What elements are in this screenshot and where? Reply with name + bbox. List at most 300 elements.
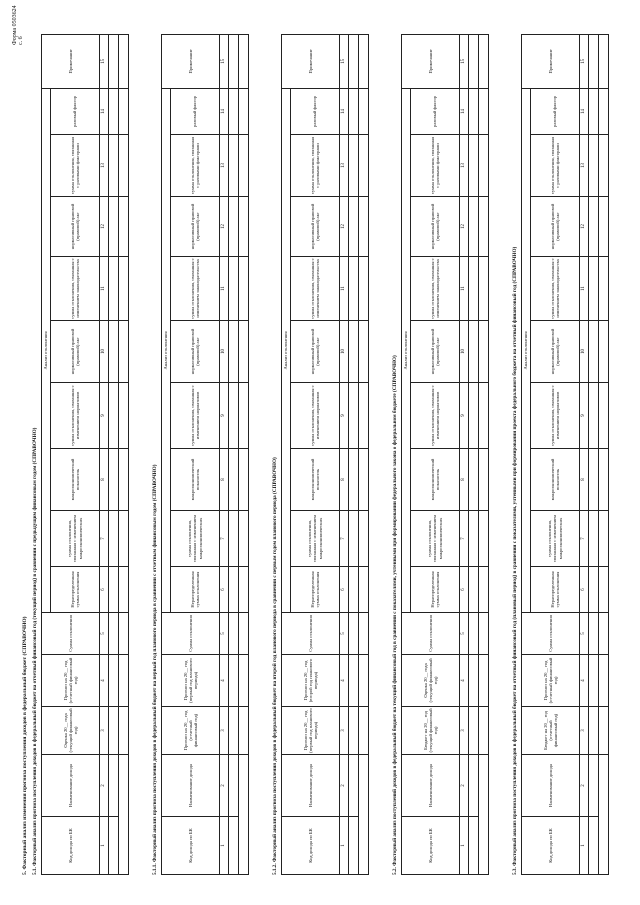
factor-analysis-table xyxy=(281,34,369,875)
table-cell xyxy=(229,755,239,817)
column-number: 9 xyxy=(340,383,349,449)
header-cell: Бюджет на 20__ год (отчетный финансовый год) xyxy=(522,707,580,755)
table-cell xyxy=(599,257,609,321)
header-cell: нормативный правовой (правовой) акт xyxy=(51,321,100,383)
table-row xyxy=(109,34,119,874)
table-cell xyxy=(359,655,369,707)
table-cell xyxy=(359,707,369,755)
table-cell xyxy=(119,449,129,511)
table-cell xyxy=(349,755,359,817)
table-cell xyxy=(349,567,359,613)
table-cell xyxy=(599,449,609,511)
header-cell: нормативный правовой (правовой) акт xyxy=(411,321,460,383)
table-cell xyxy=(589,383,599,449)
table-cell xyxy=(469,755,479,817)
column-number: 12 xyxy=(580,197,589,257)
group-header-row xyxy=(162,34,171,874)
table-cell xyxy=(109,567,119,613)
factor-analysis-block xyxy=(152,35,249,875)
table-cell xyxy=(359,34,369,88)
header-cell: сумма отклонения, связанная с изменением законодательства xyxy=(291,257,340,321)
table-cell xyxy=(239,88,249,134)
header-cell: сумма отклонения, связанная с изменением макроэкономических xyxy=(531,511,580,567)
header-cell: сумма отклонения, связанная с изменением нормативов xyxy=(51,383,100,449)
column-number: 4 xyxy=(340,655,349,707)
column-number: 5 xyxy=(580,613,589,655)
header-cell: сумма отклонения, связанная с разовыми факторами xyxy=(291,135,340,197)
table-cell xyxy=(109,321,119,383)
column-number: 8 xyxy=(460,449,469,511)
column-number: 15 xyxy=(100,34,109,88)
table-cell xyxy=(599,613,609,655)
table-cell xyxy=(479,34,489,88)
column-number: 4 xyxy=(460,655,469,707)
header-cell: разовый фактор xyxy=(51,88,100,134)
table-cell xyxy=(239,383,249,449)
table-cell xyxy=(599,383,609,449)
table-cell xyxy=(229,613,239,655)
column-number: 14 xyxy=(340,88,349,134)
column-number: 5 xyxy=(340,613,349,655)
header-cell: сумма отклонения, связанная с изменением законодательства xyxy=(531,257,580,321)
column-number-row xyxy=(460,34,469,874)
header-cell: Примечание xyxy=(402,34,460,88)
column-number: 7 xyxy=(460,511,469,567)
table-cell xyxy=(109,135,119,197)
table-cell xyxy=(109,755,119,817)
header-cell: Примечание xyxy=(522,34,580,88)
column-number: 6 xyxy=(220,567,229,613)
group-header-cell: Анализ отклонения xyxy=(162,88,171,612)
group-header-row xyxy=(522,34,531,874)
table-cell xyxy=(469,34,479,88)
table-cell xyxy=(109,449,119,511)
header-cell: сумма отклонения, связанная с изменением макроэкономических xyxy=(51,511,100,567)
column-number: 12 xyxy=(460,197,469,257)
column-number: 1 xyxy=(220,817,229,875)
table-cell xyxy=(229,321,239,383)
table-cell xyxy=(589,197,599,257)
table-cell xyxy=(479,567,489,613)
header-cell: Наименование дохода xyxy=(282,755,340,817)
table-cell xyxy=(359,321,369,383)
column-number: 14 xyxy=(220,88,229,134)
header-cell: нормативный правовой (правовой) акт xyxy=(291,321,340,383)
header-cell: сумма отклонения, связанная с изменением нормативов xyxy=(171,383,220,449)
header-cell: Прогноз на 20__ год (первый год планового периода) xyxy=(282,707,340,755)
table-cell xyxy=(349,321,359,383)
column-number: 15 xyxy=(220,34,229,88)
table-cell xyxy=(109,655,119,707)
table-cell xyxy=(469,257,479,321)
column-number: 13 xyxy=(340,135,349,197)
table-cell xyxy=(599,511,609,567)
column-number: 12 xyxy=(100,197,109,257)
column-number-row xyxy=(100,34,109,874)
group-header-cell: Анализ отклонения xyxy=(402,88,411,612)
table-cell xyxy=(119,257,129,321)
section-title: 5. Факторный анализ изменения прогноза поступления доходов в федеральный бюджет (СПРАВОЧНО) xyxy=(22,616,28,875)
table-caption: 5.1. Факторный анализ прогноза поступления доходов в федеральный бюджет на отчетный финансовый год (текущий период) в сравнении с предыдущим финансовым годом (СПРАВОЧНО) xyxy=(32,427,38,875)
column-number: 8 xyxy=(220,449,229,511)
table-cell xyxy=(469,655,479,707)
table-cell xyxy=(349,88,359,134)
form-code: Форма 0503624 с. 6 xyxy=(12,5,24,45)
table-cell xyxy=(239,197,249,257)
table-cell xyxy=(349,817,359,875)
table-cell xyxy=(239,655,249,707)
header-cell: Сумма отклонения xyxy=(282,613,340,655)
total-row xyxy=(239,34,249,874)
table-cell xyxy=(229,817,239,875)
header-cell: Нераспределенная сумма отклонения xyxy=(411,567,460,613)
column-number: 7 xyxy=(580,511,589,567)
column-number: 10 xyxy=(460,321,469,383)
header-cell: сумма отклонения, связанная с изменением законодательства xyxy=(171,257,220,321)
header-cell: Сумма отклонения xyxy=(402,613,460,655)
header-cell: нормативный правовой (правовой) акт xyxy=(531,197,580,257)
column-number: 13 xyxy=(460,135,469,197)
table-cell xyxy=(109,817,119,875)
table-cell xyxy=(119,613,129,655)
total-label-cell xyxy=(119,755,129,875)
table-row xyxy=(589,34,599,874)
table-cell xyxy=(239,34,249,88)
table-cell xyxy=(589,449,599,511)
table-cell xyxy=(119,135,129,197)
column-number: 11 xyxy=(460,257,469,321)
table-caption: 5.1.2. Факторный анализ прогноза поступления доходов в федеральный бюджет на второй год планового периода в сравнении с первым годом планового периода (СПРАВОЧНО) xyxy=(272,457,278,875)
column-number: 4 xyxy=(580,655,589,707)
factor-analysis-table xyxy=(161,34,249,875)
header-cell: разовый фактор xyxy=(531,88,580,134)
table-cell xyxy=(119,511,129,567)
column-number: 11 xyxy=(100,257,109,321)
table-cell xyxy=(109,511,119,567)
column-number: 8 xyxy=(100,449,109,511)
group-header-cell: Анализ отклонения xyxy=(522,88,531,612)
table-cell xyxy=(479,321,489,383)
table-cell xyxy=(359,197,369,257)
column-number: 3 xyxy=(580,707,589,755)
factor-analysis-block xyxy=(272,35,369,875)
table-cell xyxy=(119,197,129,257)
table-cell xyxy=(589,755,599,817)
column-number: 4 xyxy=(220,655,229,707)
table-cell xyxy=(229,567,239,613)
table-cell xyxy=(229,197,239,257)
total-label-cell xyxy=(479,755,489,875)
table-cell xyxy=(479,257,489,321)
table-cell xyxy=(349,383,359,449)
table-cell xyxy=(229,707,239,755)
header-cell: сумма отклонения, связанная с разовыми факторами xyxy=(51,135,100,197)
header-cell: Код дохода по БК xyxy=(42,817,100,875)
table-cell xyxy=(589,613,599,655)
column-number: 13 xyxy=(580,135,589,197)
header-cell: Сумма отклонения xyxy=(162,613,220,655)
column-number: 14 xyxy=(100,88,109,134)
table-cell xyxy=(349,613,359,655)
table-cell xyxy=(359,613,369,655)
column-number: 3 xyxy=(100,707,109,755)
table-cell xyxy=(479,449,489,511)
table-cell xyxy=(589,511,599,567)
table-cell xyxy=(109,34,119,88)
header-cell: макроэкономический показатель xyxy=(411,449,460,511)
column-number: 6 xyxy=(460,567,469,613)
table-cell xyxy=(479,511,489,567)
total-row xyxy=(119,34,129,874)
header-cell: Оценка 20__ года (текущий финансовый год) xyxy=(402,655,460,707)
total-row xyxy=(479,34,489,874)
header-cell: Код дохода по БК xyxy=(402,817,460,875)
table-cell xyxy=(469,707,479,755)
header-cell: нормативный правовой (правовой) акт xyxy=(171,321,220,383)
table-cell xyxy=(589,34,599,88)
total-label-cell xyxy=(239,755,249,875)
header-cell: Нераспределенная сумма отклонения xyxy=(51,567,100,613)
table-cell xyxy=(359,511,369,567)
table-cell xyxy=(599,655,609,707)
table-cell xyxy=(469,817,479,875)
column-number: 4 xyxy=(100,655,109,707)
column-number: 14 xyxy=(580,88,589,134)
group-header-row xyxy=(42,34,51,874)
table-cell xyxy=(359,135,369,197)
table-cell xyxy=(119,707,129,755)
header-cell: Прогноз на 20__ год (первый год планового периода) xyxy=(162,655,220,707)
header-cell: сумма отклонения, связанная с изменением законодательства xyxy=(51,257,100,321)
table-cell xyxy=(349,707,359,755)
table-cell xyxy=(359,383,369,449)
column-number: 5 xyxy=(100,613,109,655)
header-cell: Примечание xyxy=(282,34,340,88)
table-cell xyxy=(359,88,369,134)
table-cell xyxy=(349,511,359,567)
column-number: 14 xyxy=(460,88,469,134)
table-cell xyxy=(589,817,599,875)
column-number: 10 xyxy=(340,321,349,383)
total-row xyxy=(359,34,369,874)
header-cell: сумма отклонения, связанная с изменением нормативов xyxy=(411,383,460,449)
table-cell xyxy=(469,321,479,383)
table-cell xyxy=(589,257,599,321)
column-number: 13 xyxy=(100,135,109,197)
table-cell xyxy=(239,567,249,613)
column-number: 1 xyxy=(340,817,349,875)
header-cell: нормативный правовой (правовой) акт xyxy=(171,197,220,257)
column-number: 8 xyxy=(580,449,589,511)
factor-analysis-table xyxy=(41,34,129,875)
header-cell: Нераспределенная сумма отклонения xyxy=(171,567,220,613)
column-number-row xyxy=(220,34,229,874)
factor-analysis-table xyxy=(401,34,489,875)
table-cell xyxy=(589,567,599,613)
table-cell xyxy=(479,88,489,134)
header-cell: Нераспределенная сумма отклонения xyxy=(291,567,340,613)
table-cell xyxy=(119,383,129,449)
table-row xyxy=(349,34,359,874)
table-cell xyxy=(119,321,129,383)
header-cell: разовый фактор xyxy=(291,88,340,134)
table-cell xyxy=(599,88,609,134)
table-cell xyxy=(469,511,479,567)
column-number: 15 xyxy=(580,34,589,88)
factor-analysis-block xyxy=(392,35,489,875)
table-cell xyxy=(479,197,489,257)
column-number: 2 xyxy=(580,755,589,817)
header-cell: макроэкономический показатель xyxy=(171,449,220,511)
table-cell xyxy=(589,321,599,383)
header-cell: сумма отклонения, связанная с изменением макроэкономических xyxy=(411,511,460,567)
table-cell xyxy=(349,197,359,257)
header-cell: нормативный правовой (правовой) акт xyxy=(291,197,340,257)
table-cell xyxy=(599,707,609,755)
header-cell: сумма отклонения, связанная с изменением законодательства xyxy=(411,257,460,321)
column-number: 7 xyxy=(100,511,109,567)
column-number: 6 xyxy=(340,567,349,613)
column-number: 12 xyxy=(220,197,229,257)
header-cell: сумма отклонения, связанная с разовыми факторами xyxy=(411,135,460,197)
table-cell xyxy=(239,135,249,197)
table-row xyxy=(469,34,479,874)
header-cell: разовый фактор xyxy=(171,88,220,134)
table-cell xyxy=(239,449,249,511)
table-cell xyxy=(109,383,119,449)
table-cell xyxy=(229,383,239,449)
column-number: 12 xyxy=(340,197,349,257)
table-cell xyxy=(109,197,119,257)
table-cell xyxy=(119,34,129,88)
column-number: 11 xyxy=(220,257,229,321)
table-cell xyxy=(479,383,489,449)
column-number: 9 xyxy=(220,383,229,449)
header-cell: сумма отклонения, связанная с изменением нормативов xyxy=(531,383,580,449)
header-cell: нормативный правовой (правовой) акт xyxy=(411,197,460,257)
table-cell xyxy=(599,321,609,383)
header-cell: сумма отклонения, связанная с изменением макроэкономических xyxy=(171,511,220,567)
table-cell xyxy=(349,257,359,321)
table-cell xyxy=(229,257,239,321)
table-cell xyxy=(599,567,609,613)
header-cell: макроэкономический показатель xyxy=(291,449,340,511)
table-cell xyxy=(589,655,599,707)
table-cell xyxy=(479,707,489,755)
column-number: 6 xyxy=(580,567,589,613)
table-cell xyxy=(229,88,239,134)
factor-analysis-block xyxy=(32,35,129,875)
group-header-cell: Анализ отклонения xyxy=(42,88,51,612)
column-number: 3 xyxy=(460,707,469,755)
header-cell: Нераспределенная сумма отклонения xyxy=(531,567,580,613)
header-cell: нормативный правовой (правовой) акт xyxy=(531,321,580,383)
header-cell: Код дохода по БК xyxy=(522,817,580,875)
factor-analysis-table xyxy=(521,34,609,875)
header-cell: сумма отклонения, связанная с разовыми факторами xyxy=(171,135,220,197)
table-cell xyxy=(479,655,489,707)
header-cell: разовый фактор xyxy=(411,88,460,134)
column-number: 7 xyxy=(340,511,349,567)
table-row xyxy=(229,34,239,874)
header-cell: Код дохода по БК xyxy=(282,817,340,875)
column-number-row xyxy=(340,34,349,874)
table-cell xyxy=(119,655,129,707)
header-cell: Наименование дохода xyxy=(42,755,100,817)
group-header-cell: Анализ отклонения xyxy=(282,88,291,612)
table-cell xyxy=(469,135,479,197)
table-caption: 5.3. Факторный анализ прогноза поступления доходов в федеральный бюджет на отчетный финансовый год (плановый период) в сравнении с показателями, учтенными при формировании проекта федерального бюджета на отчетный финансовый год (СПРАВОЧНО) xyxy=(512,246,518,875)
table-cell xyxy=(359,567,369,613)
table-cell xyxy=(599,197,609,257)
table-cell xyxy=(229,34,239,88)
header-cell: Прогноз на 20__ год (отчетный финансовый год) xyxy=(42,655,100,707)
header-cell: Прогноз на 20__ год (отчетный финансовый год) xyxy=(162,707,220,755)
table-caption: 5.2. Факторный анализ поступлений доходов в федеральный бюджет на текущий финансовый год в сравнении с показателями, учтенными при формировании федерального закона о федеральном бюджете (СПРАВОЧНО) xyxy=(392,355,398,875)
header-cell: сумма отклонения, связанная с изменением нормативов xyxy=(291,383,340,449)
header-cell: Прогноз на 20__ год (отчетный финансовый год) xyxy=(522,655,580,707)
table-cell xyxy=(349,655,359,707)
column-number: 8 xyxy=(340,449,349,511)
column-number: 1 xyxy=(580,817,589,875)
table-cell xyxy=(469,449,479,511)
column-number: 10 xyxy=(100,321,109,383)
header-cell: Примечание xyxy=(42,34,100,88)
header-cell: Наименование дохода xyxy=(402,755,460,817)
table-cell xyxy=(229,511,239,567)
column-number: 10 xyxy=(220,321,229,383)
table-cell xyxy=(599,34,609,88)
header-cell: Оценка 20__ года (текущий финансовый год) xyxy=(42,707,100,755)
header-cell: макроэкономический показатель xyxy=(531,449,580,511)
header-cell: сумма отклонения, связанная с разовыми факторами xyxy=(531,135,580,197)
header-cell: сумма отклонения, связанная с изменением макроэкономических xyxy=(291,511,340,567)
table-cell xyxy=(589,88,599,134)
table-cell xyxy=(109,707,119,755)
column-number: 9 xyxy=(100,383,109,449)
column-number: 3 xyxy=(340,707,349,755)
table-cell xyxy=(229,449,239,511)
table-cell xyxy=(229,135,239,197)
group-header-row xyxy=(402,34,411,874)
table-cell xyxy=(469,88,479,134)
column-number: 1 xyxy=(460,817,469,875)
table-cell xyxy=(469,197,479,257)
column-number: 1 xyxy=(100,817,109,875)
total-label-cell xyxy=(359,755,369,875)
column-number: 9 xyxy=(460,383,469,449)
table-cell xyxy=(239,511,249,567)
column-number-row xyxy=(580,34,589,874)
column-number: 3 xyxy=(220,707,229,755)
factor-analysis-block xyxy=(512,35,609,875)
column-number: 5 xyxy=(220,613,229,655)
column-number: 15 xyxy=(460,34,469,88)
header-cell: Сумма отклонения xyxy=(522,613,580,655)
table-cell xyxy=(359,449,369,511)
table-cell xyxy=(109,88,119,134)
table-cell xyxy=(479,135,489,197)
column-number: 2 xyxy=(220,755,229,817)
table-cell xyxy=(469,567,479,613)
header-cell: Наименование дохода xyxy=(522,755,580,817)
header-cell: нормативный правовой (правовой) акт xyxy=(51,197,100,257)
header-cell: Код дохода по БК xyxy=(162,817,220,875)
column-number: 7 xyxy=(220,511,229,567)
table-cell xyxy=(239,257,249,321)
table-cell xyxy=(589,135,599,197)
column-number: 6 xyxy=(100,567,109,613)
